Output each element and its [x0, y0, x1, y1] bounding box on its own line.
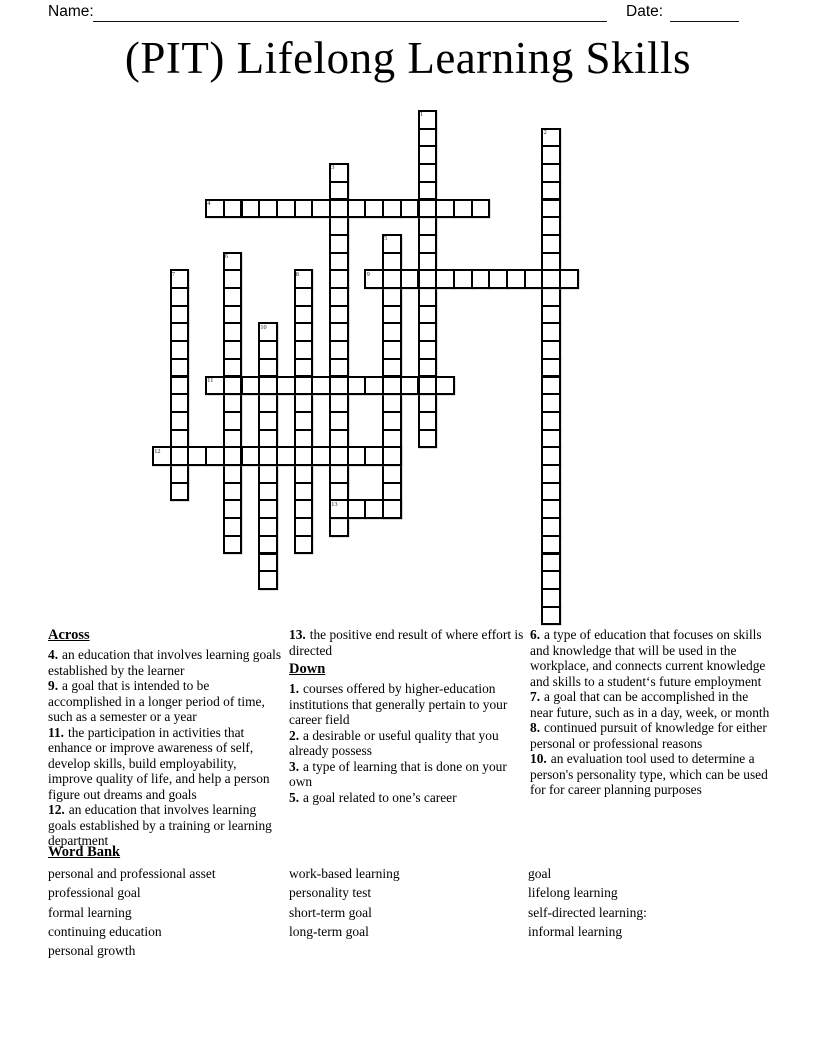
grid-cell: [329, 517, 349, 537]
clue-across-13: [289, 627, 526, 658]
clue-text: a goal related to one’s career: [303, 789, 457, 805]
clue-across-12: [48, 802, 284, 849]
grid-number: 5: [384, 235, 388, 243]
word-bank-item: continuing education: [48, 923, 162, 939]
clue-text: a desirable or useful quality that you already possess: [289, 727, 499, 758]
clue-number: 7.: [530, 689, 541, 704]
clue-text: a type of learning that is done on your own: [289, 758, 507, 789]
clue-down-2: [289, 728, 526, 759]
clue-number: 8.: [530, 720, 541, 735]
word-bank-column-1: [48, 864, 216, 960]
clue-text: the positive end result of where effort is directed: [289, 627, 524, 658]
grid-cell: [435, 376, 455, 396]
clue-down-1: [289, 681, 526, 728]
grid-number: 6: [225, 252, 229, 260]
clue-text: the participation in activities that enhance or improve awareness of self, develop skills, build employability, improve quality of life, and help a person figure out dreams and goals: [48, 724, 270, 802]
clue-number: 12.: [48, 802, 65, 817]
word-bank-item: professional goal: [48, 885, 141, 901]
word-bank-item: formal learning: [48, 904, 132, 920]
word-bank-item: lifelong learning: [528, 885, 618, 901]
clue-number: 10.: [530, 751, 547, 766]
clue-number: 6.: [530, 627, 541, 642]
grid-number: 4: [207, 199, 211, 207]
grid-cell: [471, 199, 491, 219]
clue-number: 3.: [289, 758, 300, 774]
grid-number: 10: [260, 323, 267, 331]
grid-number: 12: [154, 447, 161, 455]
clue-text: an education that involves learning goals established by a training or learning department: [48, 802, 272, 848]
grid-cell: [541, 606, 561, 626]
grid-cell: [382, 499, 402, 519]
clue-number: 2.: [289, 727, 300, 743]
word-bank-item: personality test: [289, 885, 372, 901]
clue-down-5: [289, 790, 526, 806]
clue-down-6: [530, 627, 773, 689]
grid-cell: [559, 269, 579, 289]
grid-number: 13: [331, 500, 338, 508]
word-bank-item: personal and professional asset: [48, 866, 216, 881]
name-label: Name:: [48, 3, 94, 20]
clue-text: a goal that is intended to be accomplished in a longer period of time, such as a semester or a year: [48, 678, 265, 724]
down-heading: Down: [289, 661, 326, 677]
word-bank-item: self-directed learning:: [528, 904, 647, 920]
clue-number: 9.: [48, 678, 59, 693]
grid-cell: [418, 429, 438, 449]
word-bank-item: informal learning: [528, 923, 623, 939]
clue-column-1: [48, 627, 284, 849]
name-blank-line: [93, 0, 607, 22]
grid-number: 2: [543, 128, 547, 136]
clue-text: a type of education that focuses on skills and knowledge that will be used in the workplace, and connects current knowledge and skills to a student‘s future employment: [530, 627, 766, 689]
word-bank-item: goal: [528, 866, 552, 881]
across-heading: Across: [48, 627, 90, 643]
clue-down-3: [289, 759, 526, 790]
word-bank-item: long-term goal: [289, 923, 369, 939]
word-bank-item: short-term goal: [289, 904, 372, 920]
clue-across-9: [48, 678, 284, 725]
grid-number: 3: [331, 164, 335, 172]
grid-cell: [170, 482, 190, 502]
clue-number: 1.: [289, 681, 300, 696]
word-bank-column-3: [528, 864, 647, 941]
grid-number: 9: [366, 270, 370, 278]
grid-cell: [294, 535, 314, 555]
grid-cell: [223, 535, 243, 555]
page-title: (PIT) Lifelong Learning Skills: [124, 33, 692, 83]
clue-number: 13.: [289, 627, 306, 642]
clue-text: an education that involves learning goals established by the learner: [48, 647, 282, 678]
clue-down-7: [530, 689, 773, 720]
grid-cell: [258, 570, 278, 590]
clue-across-11: [48, 725, 284, 803]
clue-column-3: [530, 627, 773, 798]
grid-number: 8: [295, 270, 299, 278]
date-blank-line: [670, 0, 739, 22]
grid-number: 7: [171, 270, 176, 278]
word-bank-item: personal growth: [48, 943, 136, 959]
clue-down-8: [530, 720, 773, 751]
clue-number: 11.: [48, 724, 64, 740]
word-bank-heading: Word Bank: [48, 844, 121, 860]
grid-number: 1: [419, 111, 423, 119]
word-bank-item: work-based learning: [289, 866, 400, 881]
clue-down-10: [530, 751, 773, 798]
clue-text: an evaluation tool used to determine a person's personality type, which can be used for for career planning purposes: [530, 751, 768, 797]
clue-across-4: [48, 647, 284, 678]
grid-number: 11: [207, 376, 214, 384]
clue-text: a goal that can be accomplished in the near future, such as in a day, week, or month: [530, 689, 770, 720]
clue-column-2: [289, 627, 526, 805]
clue-number: 4.: [48, 647, 59, 662]
clue-number: 5.: [289, 789, 300, 805]
date-label: Date:: [626, 3, 664, 20]
clue-text: continued pursuit of knowledge for either personal or professional reasons: [530, 720, 767, 751]
word-bank-column-2: [289, 864, 400, 941]
grid-cell: [382, 446, 402, 466]
clue-text: courses offered by higher-education institutions that generally pertain to your career field: [289, 681, 508, 727]
